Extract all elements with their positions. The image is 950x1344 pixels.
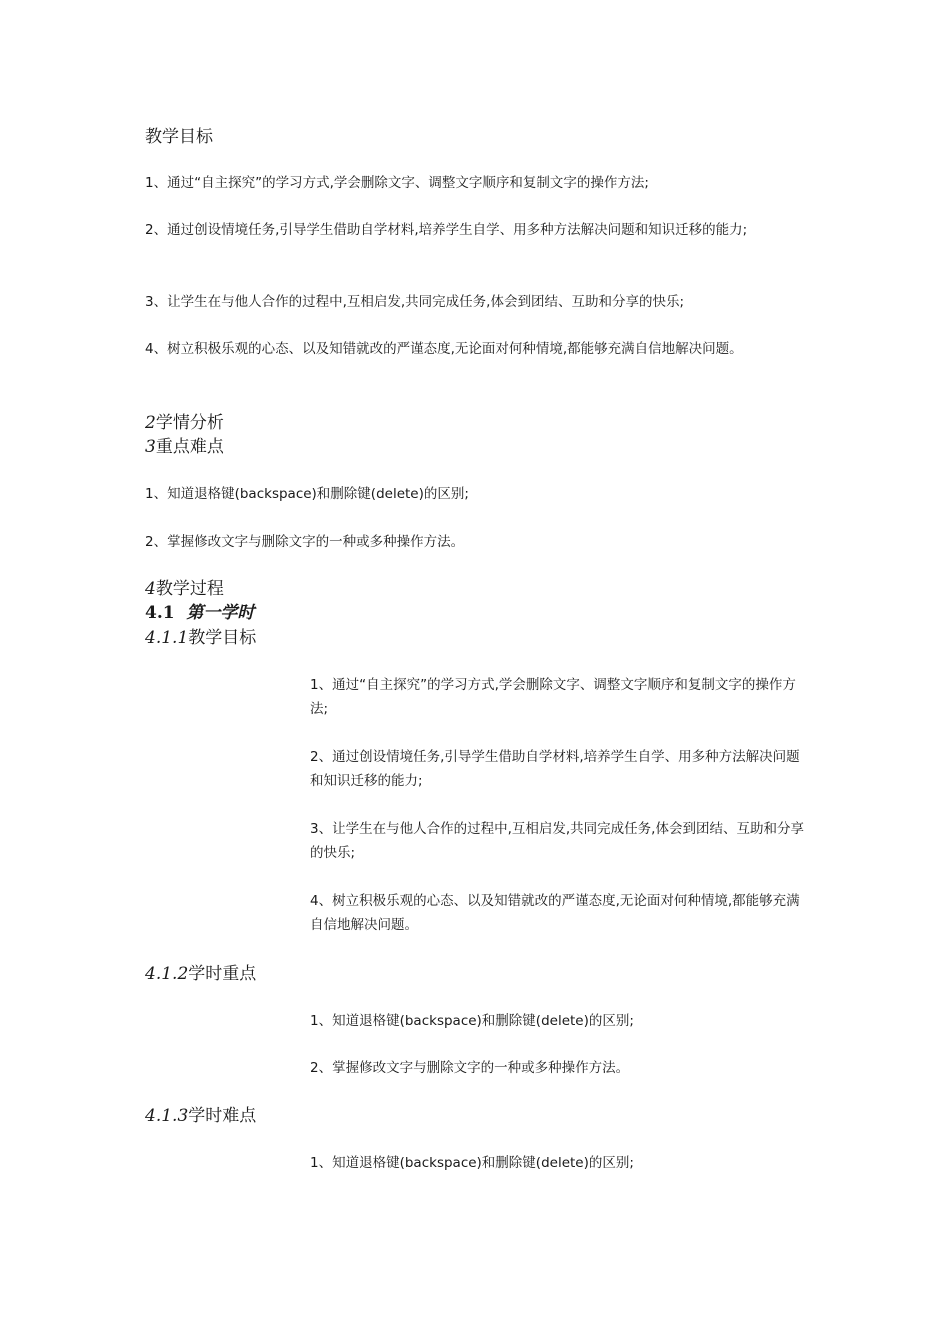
heading-lesson-goals xyxy=(145,626,808,650)
lesson-difficulty-item-1: 1、知道退格键(backspace)和删除键(delete)的区别; xyxy=(310,1155,634,1171)
heading-teaching-goals: 教学目标 xyxy=(145,127,213,147)
lesson-goal-item-2: 2、通过创设情境任务,引导学生借助自学材料,培养学生自学、用多种方法解决问题和知识迁移的能力; xyxy=(310,749,800,789)
lesson-goal-item-1: 1、通过“自主探究”的学习方式,学会删除文字、调整文字顺序和复制文字的操作方法; xyxy=(310,677,796,717)
heading-text: 重点难点 xyxy=(155,437,224,457)
lesson-key-item-1: 1、知道退格键(backspace)和删除键(delete)的区别; xyxy=(310,1013,634,1029)
heading-lesson-difficulty xyxy=(145,1104,808,1128)
lesson-goal-item-4: 4、树立积极乐观的心态、以及知错就改的严谨态度,无论面对何种情境,都能够充满自信地解决问题。 xyxy=(310,893,800,933)
goal-item-2: 2、通过创设情境任务,引导学生借助自学材料,培养学生自学、用多种方法解决问题和知识迁移的能力; xyxy=(145,222,748,238)
heading-student-analysis xyxy=(145,411,808,435)
heading-number: 4 xyxy=(145,579,156,599)
lesson-key-item-2: 2、掌握修改文字与删除文字的一种或多种操作方法。 xyxy=(310,1060,630,1076)
goal-item-3: 3、让学生在与他人合作的过程中,互相启发,共同完成任务,体会到团结、互助和分享的快乐; xyxy=(145,294,685,310)
goal-item-1: 1、通过“自主探究”的学习方式,学会删除文字、调整文字顺序和复制文字的操作方法; xyxy=(145,175,649,191)
heading-number: 3 xyxy=(145,437,156,457)
heading-number: 2 xyxy=(145,413,156,433)
heading-text: 教学过程 xyxy=(155,579,224,599)
heading-number: 4.1.2 xyxy=(145,964,189,984)
heading-teaching-process xyxy=(145,577,808,601)
heading-lesson-key xyxy=(145,962,808,986)
heading-number: 4.1.3 xyxy=(145,1106,189,1126)
heading-text: 学时重点 xyxy=(188,964,257,984)
heading-number: 4.1.1 xyxy=(145,628,189,648)
lesson-goal-item-3: 3、让学生在与他人合作的过程中,互相启发,共同完成任务,体会到团结、互助和分享的快乐; xyxy=(310,821,804,861)
heading-number: 4.1 xyxy=(145,603,175,623)
heading-text: 第一学时 xyxy=(186,603,255,623)
heading-key-difficulties xyxy=(145,435,808,459)
heading-text: 学时难点 xyxy=(188,1106,257,1126)
key-item-2: 2、掌握修改文字与删除文字的一种或多种操作方法。 xyxy=(145,534,465,550)
heading-first-lesson xyxy=(145,601,808,625)
goal-item-4: 4、树立积极乐观的心态、以及知错就改的严谨态度,无论面对何种情境,都能够充满自信地解决问题。 xyxy=(145,341,743,357)
heading-text: 教学目标 xyxy=(188,628,257,648)
heading-text: 学情分析 xyxy=(155,413,224,433)
key-item-1: 1、知道退格键(backspace)和删除键(delete)的区别; xyxy=(145,486,469,502)
